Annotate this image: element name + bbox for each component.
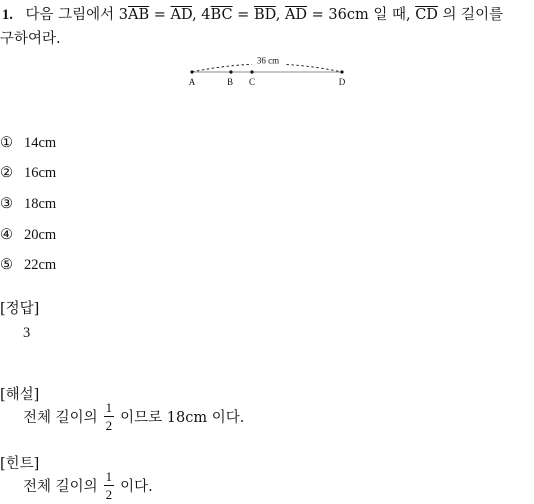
choice-4[interactable] xyxy=(0,227,56,244)
segment-cd: $\overline{CD}$ xyxy=(415,7,438,23)
stem-text-prefix: 다음 그림에서 3 xyxy=(25,7,128,23)
stem-eq2: = xyxy=(232,7,254,23)
answer-heading: [정답] xyxy=(0,301,40,317)
distance-label: 36 cm xyxy=(256,55,280,66)
segment-bd: $\overline{BD}$ xyxy=(253,7,276,23)
explanation-heading: [해설] xyxy=(0,387,40,403)
choice-1-value: 14cm xyxy=(24,135,57,151)
choice-2-marker: ② xyxy=(0,165,13,181)
point-c-label: C xyxy=(248,77,256,87)
segment-ad: $\overline{AD}$ xyxy=(170,7,193,23)
stem-end: 의 길이를 xyxy=(437,7,504,23)
choice-2[interactable] xyxy=(0,165,56,182)
stem-sep1: , 4 xyxy=(192,7,211,23)
point-d-label: D xyxy=(338,77,346,87)
choice-4-value: 20cm xyxy=(24,227,57,243)
point-d-dot xyxy=(340,70,343,73)
choice-5-marker: ⑤ xyxy=(0,257,13,273)
explanation-text xyxy=(23,401,244,432)
explanation-prefix: 전체 길이의 xyxy=(23,410,98,426)
question-number: 1. xyxy=(2,7,13,23)
point-a-label: A xyxy=(188,77,196,87)
choice-5[interactable] xyxy=(0,257,56,274)
choice-2-value: 16cm xyxy=(24,165,57,181)
hint-heading: [힌트] xyxy=(0,456,40,472)
point-a-dot xyxy=(190,70,193,73)
explanation-frac-numerator: 1 xyxy=(105,400,113,415)
choice-1-marker: ① xyxy=(0,135,13,151)
explanation-frac-denominator: 2 xyxy=(105,418,113,433)
segment-ad-2: $\overline{AD}$ xyxy=(284,7,308,23)
stem-sep2: , xyxy=(275,7,285,23)
choice-1[interactable] xyxy=(0,135,56,152)
hint-text xyxy=(23,470,153,501)
hint-fraction xyxy=(104,470,115,501)
hint-frac-denominator: 2 xyxy=(105,487,113,502)
answer-value: 3 xyxy=(23,325,31,341)
choice-4-marker: ④ xyxy=(0,227,13,243)
hint-frac-numerator: 1 xyxy=(105,469,113,484)
choice-3[interactable] xyxy=(0,196,56,213)
point-c-dot xyxy=(250,70,253,73)
segment-ab: $\overline{AB}$ xyxy=(127,7,150,23)
hint-suffix: 이다. xyxy=(120,479,153,495)
question-stem-line1 xyxy=(2,3,503,24)
segment-bc: $\overline{BC}$ xyxy=(210,7,233,23)
segment-figure xyxy=(182,50,352,92)
choice-3-marker: ③ xyxy=(0,196,13,212)
explanation-suffix: 이므로 18cm 이다. xyxy=(120,410,245,426)
point-b-dot xyxy=(229,70,232,73)
stem-given-length: = 36cm 일 때, xyxy=(307,7,416,23)
stem-eq1: = xyxy=(149,7,171,23)
hint-prefix: 전체 길이의 xyxy=(23,479,98,495)
explanation-fraction xyxy=(104,401,115,432)
choice-5-value: 22cm xyxy=(24,257,57,273)
question-stem-line2: 구하여라. xyxy=(0,31,61,47)
choice-3-value: 18cm xyxy=(24,196,57,212)
point-b-label: B xyxy=(226,77,234,87)
